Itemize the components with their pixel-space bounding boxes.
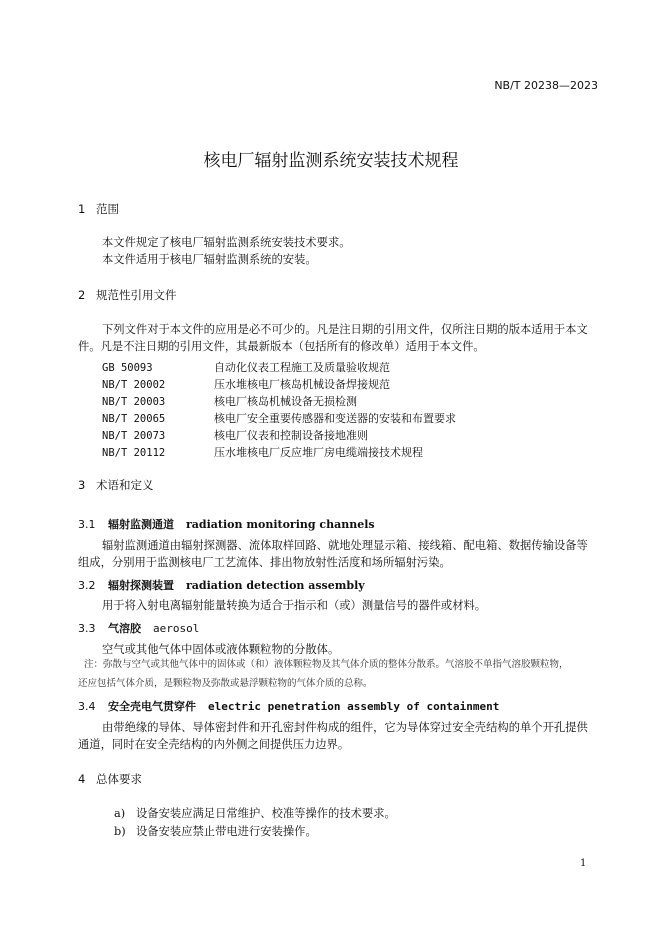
term-heading — [78, 577, 365, 593]
term-chinese: 气溶胶 — [108, 622, 141, 635]
reference-title: 压水堆核电厂反应堆厂房电缆端接技术规程 — [214, 446, 423, 459]
term-definition: 空气或其他气体中固体或液体颗粒物的分散体。 — [102, 643, 340, 656]
reference-title: 核电厂安全重要传感器和变送器的安装和布置要求 — [214, 412, 456, 425]
section-number: 2 — [78, 288, 86, 302]
term-definition: 通道，同时在安全壳结构的内外侧之间提供压力边界。 — [78, 738, 350, 751]
term-definition: 组成，分别用于监测核电厂工艺流体、排出物放射性活度和场所辐射污染。 — [78, 556, 451, 569]
section-1-heading — [78, 201, 119, 217]
term-heading — [78, 698, 499, 714]
reference-code: NB/T 20002 — [102, 379, 166, 391]
section-title: 规范性引用文件 — [96, 288, 177, 302]
reference-title: 自动化仪表工程施工及质量验收规范 — [214, 361, 390, 374]
list-text: 设备安装应禁止带电进行安装操作。 — [136, 825, 317, 838]
section-title: 术语和定义 — [96, 478, 154, 492]
list-marker: a) — [114, 807, 126, 820]
term-definition: 用于将入射电离辐射能量转换为适合于指示和（或）测量信号的器件或材料。 — [102, 599, 487, 612]
section-title: 范围 — [96, 202, 119, 216]
section-4-heading — [78, 771, 142, 787]
page-number: 1 — [580, 858, 587, 869]
paragraph: 本文件规定了核电厂辐射监测系统安装技术要求。 — [102, 236, 351, 249]
reference-code: NB/T 20065 — [102, 413, 166, 425]
section-number: 3 — [78, 478, 86, 492]
term-english: radiation detection assembly — [186, 579, 365, 592]
term-english: electric penetration assembly of containment — [208, 700, 500, 713]
list-text: 设备安装应满足日常维护、校准等操作的技术要求。 — [136, 807, 396, 820]
paragraph: 本文件适用于核电厂辐射监测系统的安装。 — [102, 253, 317, 266]
list-marker: b) — [114, 825, 126, 838]
list-item — [114, 823, 317, 840]
term-definition: 辐射监测通道由辐射探测器、流体取样回路、就地处理显示箱、接线箱、配电箱、数据传输设备等 — [102, 539, 588, 552]
section-2-heading — [78, 287, 177, 303]
paragraph: 件。凡是不注日期的引用文件，其最新版本（包括所有的修改单）适用于本文件。 — [78, 340, 485, 353]
term-number: 3.3 — [78, 622, 96, 635]
term-chinese: 辐射监测通道 — [108, 518, 174, 531]
term-heading — [78, 516, 375, 532]
document-number: NB/T 20238—2023 — [494, 79, 598, 92]
term-definition: 由带绝缘的导体、导体密封件和开孔密封件构成的组件，它为导体穿过安全壳结构的单个开孔提供 — [102, 721, 588, 734]
term-heading — [78, 620, 199, 636]
section-title: 总体要求 — [96, 772, 142, 786]
term-english: aerosol — [153, 622, 200, 635]
paragraph: 下列文件对于本文件的应用是必不可少的。凡是注日期的引用文件，仅所注日期的版本适用于本文 — [102, 323, 588, 336]
reference-code: NB/T 20003 — [102, 396, 166, 408]
reference-code: NB/T 20073 — [102, 430, 166, 442]
list-item — [114, 805, 396, 822]
term-english: radiation monitoring channels — [186, 518, 375, 531]
reference-row — [102, 441, 423, 460]
page-title: 核电厂辐射监测系统安装技术规程 — [203, 151, 459, 171]
section-number: 1 — [78, 202, 86, 216]
term-chinese: 安全壳电气贯穿件 — [108, 700, 196, 713]
term-note: 还应包括气体介质，是颗粒物及弥散或悬浮颗粒物的气体介质的总称。 — [78, 678, 373, 689]
term-number: 3.4 — [78, 700, 96, 713]
term-note: 注：弥散与空气或其他气体中的固体或（和）液体颗粒物及其气体介质的整体分散系。气溶胶不单指气溶胶颗粒物， — [84, 659, 569, 670]
term-number: 3.2 — [78, 579, 96, 592]
section-number: 4 — [78, 772, 86, 786]
reference-title: 压水堆核电厂核岛机械设备焊接规范 — [214, 378, 390, 391]
reference-title: 核电厂核岛机械设备无损检测 — [214, 395, 357, 408]
reference-code: GB 50093 — [102, 362, 153, 374]
section-3-heading — [78, 477, 154, 493]
reference-title: 核电厂仪表和控制设备接地准则 — [214, 429, 368, 442]
term-number: 3.1 — [78, 518, 96, 531]
term-chinese: 辐射探测装置 — [108, 579, 174, 592]
reference-code: NB/T 20112 — [102, 447, 166, 459]
